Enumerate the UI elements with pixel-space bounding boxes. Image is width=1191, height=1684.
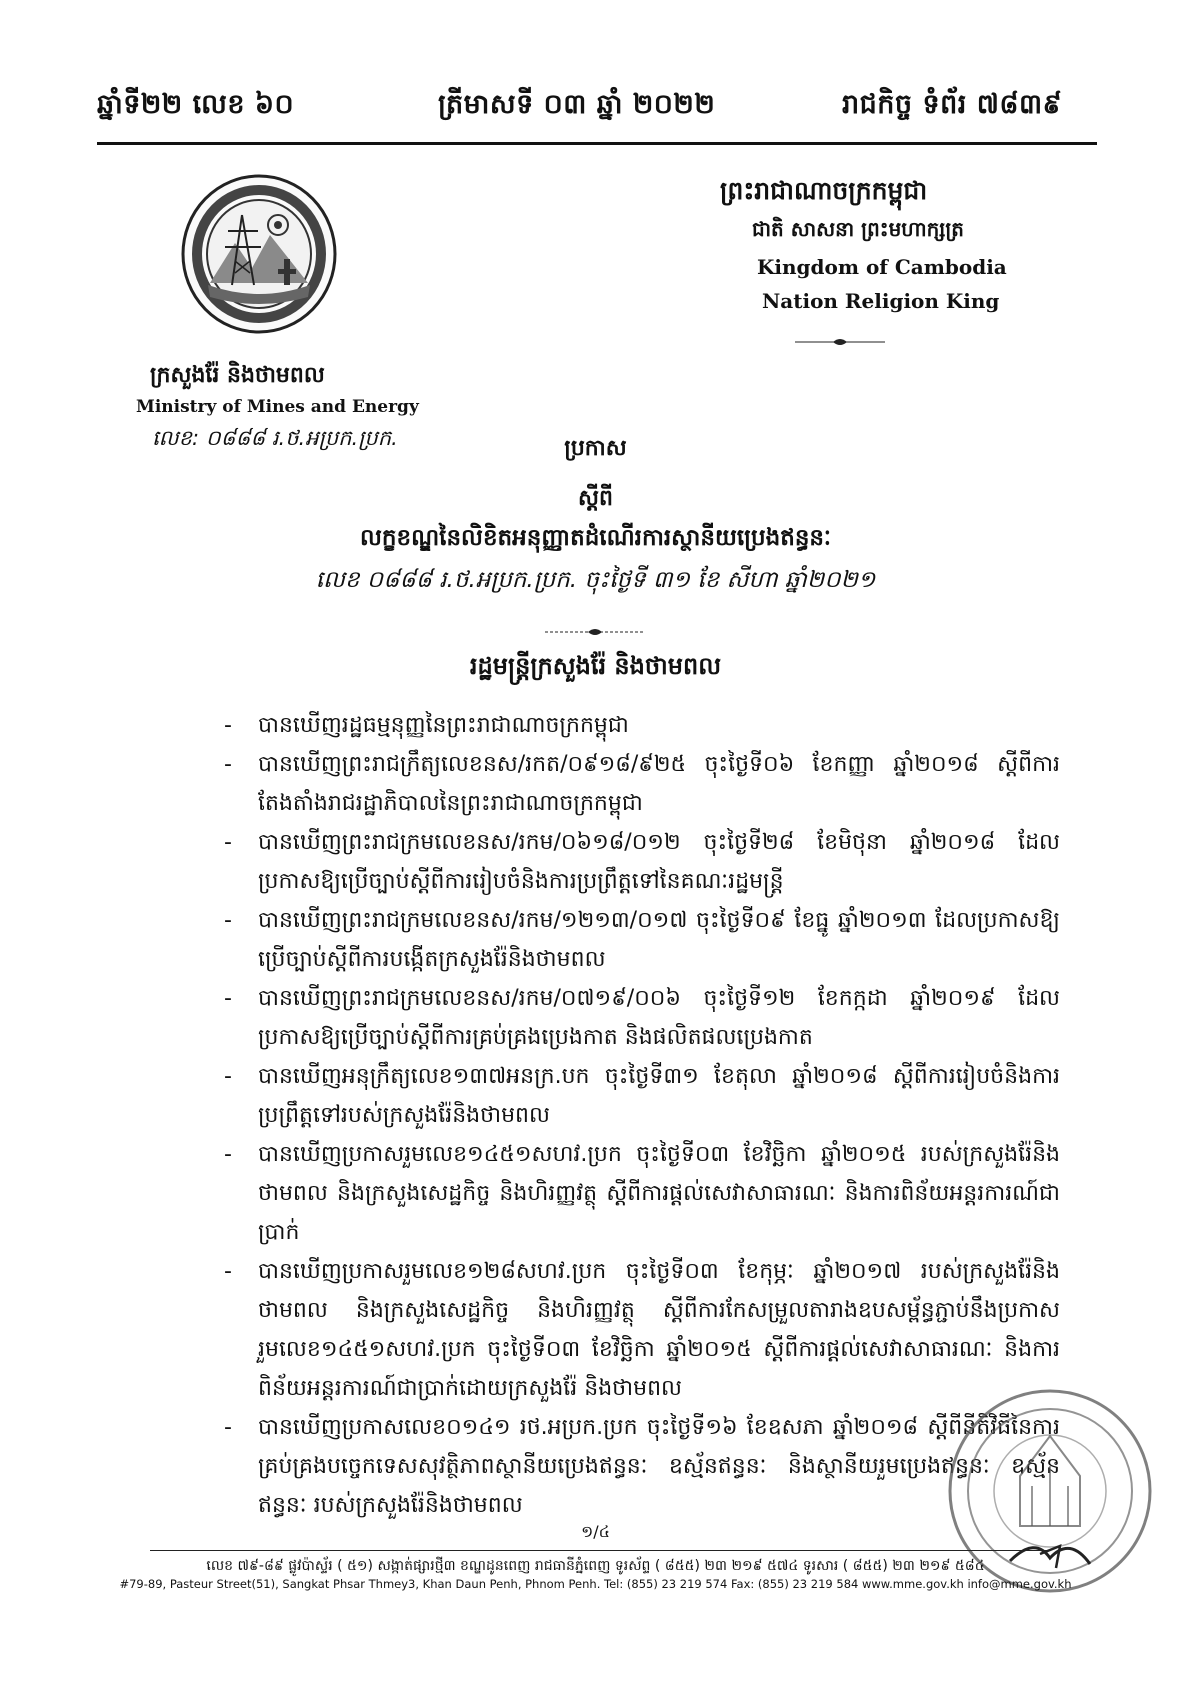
recital-item: - បានឃើញព្រះរាជក្រមលេខនស/រកម/០៦១៨/០១២ ចុះថ្ងៃទី២៨ ខែមិថុនា ឆ្នាំ២០១៨ ដែលប្រកាសឱ្យប្រើច្បាប់ស្តីពីការរៀបចំនិងការប្រព្រឹត្តទៅនៃគណៈរដ្ឋមន្ត្រី	[222, 823, 1060, 901]
recitals-list	[222, 706, 1060, 1525]
document-type: ប្រកាស	[564, 436, 627, 461]
ministry-logo	[180, 173, 338, 339]
ornament-divider-icon	[795, 332, 885, 351]
regarding-label: ស្តីពី	[578, 486, 613, 511]
national-motto-km: ជាតិ សាសនា ព្រះមហាក្សត្រ	[752, 217, 964, 241]
recital-item: - បានឃើញព្រះរាជក្រឹត្យលេខនស/រកត/០៩១៨/៩២៥ ចុះថ្ងៃទី០៦ ខែកញ្ញា ឆ្នាំ២០១៨ ស្តីពីការតែងតាំងរាជរដ្ឋាភិបាលនៃព្រះរាជាណាចក្រកម្ពុជា	[222, 745, 1060, 823]
ministry-emblem-icon	[180, 173, 338, 335]
recital-item: - បានឃើញរដ្ឋធម្មនុញ្ញនៃព្រះរាជាណាចក្រកម្ពុជា	[222, 706, 1060, 745]
gazette-date: ត្រីមាសទី ០៣ ឆ្នាំ ២០២២	[438, 89, 716, 120]
recital-item: - បានឃើញព្រះរាជក្រមលេខនស/រកម/១២១៣/០១៧ ចុះថ្ងៃទី០៩ ខែធ្នូ ឆ្នាំ២០១៣ ដែលប្រកាសឱ្យប្រើច្បាប់ស្តីពីការបង្កើតក្រសួងរ៉ែនិងថាមពល	[222, 901, 1060, 979]
recital-item: - បានឃើញអនុក្រឹត្យលេខ១៣៧អនក្រ.បក ចុះថ្ងៃទី៣១ ខែតុលា ឆ្នាំ២០១៨ ស្តីពីការរៀបចំនិងការប្រព្រឹត្តទៅរបស់ក្រសួងរ៉ែនិងថាមពល	[222, 1057, 1060, 1135]
minister-title: រដ្ឋមន្ត្រីក្រសួងរ៉ែ និងថាមពល	[469, 652, 722, 680]
footer-address-km: លេខ ៧៩-៨៩ ផ្លូវប៉ាស្ទ័រ ( ៥១) សង្កាត់ផ្សារថ្មី៣ ខណ្ឌដូនពេញ រាជធានីភ្នំពេញ ទូរស័ព្ទ ( ៨៥៥) ២៣ ២១៩ ៥៧៤ ទូរសារ ( ៨៥៥) ២៣ ២១៩ ៥៨៤	[206, 1558, 985, 1574]
national-motto-en: Nation Religion King	[762, 289, 1000, 313]
gazette-page: រាជកិច្ច ទំព័រ ៧៨៣៩	[842, 89, 1063, 120]
subject-reference: លេខ ០៨៨៨ រ.ថ.អប្រក.ប្រក. ចុះថ្ងៃទី ៣១ ខែ សីហា ឆ្នាំ២០២១	[315, 567, 876, 593]
ornament-divider-icon	[545, 622, 645, 641]
recital-item: - បានឃើញប្រកាសរួមលេខ១២៨សហវ.ប្រក ចុះថ្ងៃទី០៣ ខែកុម្ភៈ ឆ្នាំ២០១៧ របស់ក្រសួងរ៉ែនិងថាមពល និងក្រសួងសេដ្ឋកិច្ច និងហិរញ្ញវត្ថុ ស្តីពីការកែសម្រួលតារាងឧបសម្ព័ន្ធភ្ជាប់នឹងប្រកាសរួមលេខ១៤៥១សហវ.ប្រក ចុះថ្ងៃទី០៣ ខែវិច្ឆិកា ឆ្នាំ២០១៥ ស្តីពីការផ្តល់សេវាសាធារណៈ និងការពិន័យអន្តរការណ៍ជាប្រាក់ដោយក្រសួងរ៉ែ និងថាមពល	[222, 1252, 1060, 1408]
header-rule	[97, 142, 1097, 145]
recital-item: - បានឃើញប្រកាសរួមលេខ១៤៥១សហវ.ប្រក ចុះថ្ងៃទី០៣ ខែវិច្ឆិកា ឆ្នាំ២០១៥ របស់ក្រសួងរ៉ែនិងថាមពល និងក្រសួងសេដ្ឋកិច្ច និងហិរញ្ញវត្ថុ ស្តីពីការផ្តល់សេវាសាធារណៈ និងការពិន័យអន្តរការណ៍ជាប្រាក់	[222, 1135, 1060, 1252]
ministry-name-en: Ministry of Mines and Energy	[136, 397, 419, 417]
page-number: ១/៤	[581, 1522, 610, 1541]
document-subject: លក្ខខណ្ឌនៃលិខិតអនុញ្ញាតដំណើរការស្ថានីយប្រេងឥន្ធនៈ	[359, 525, 832, 551]
kingdom-title-en: Kingdom of Cambodia	[757, 255, 1007, 279]
recital-item: - បានឃើញប្រកាសលេខ០១៤១ រថ.អប្រក.ប្រក ចុះថ្ងៃទី១៦ ខែឧសភា ឆ្នាំ២០១៨ ស្តីពីនីតិវិធីនៃការគ្រប់គ្រងបច្ចេកទេសសុវត្ថិភាពស្ថានីយប្រេងឥន្ធនៈ ឧស្ម័នឥន្ធនៈ និងស្ថានីយរួមប្រេងឥន្ធនៈ ឧស្ម័នឥន្ធនៈ របស់ក្រសួងរ៉ែនិងថាមពល	[222, 1408, 1060, 1525]
footer-rule	[150, 1550, 1050, 1551]
reference-number: លេខ: ០៨៨៨ រ.ថ.អប្រក.ប្រក.	[152, 426, 398, 450]
footer-address-en: #79-89, Pasteur Street(51), Sangkat Phsar Thmey3, Khan Daun Penh, Phnom Penh. Tel: (855) 23 219 574 Fax: (855) 23 219 584 www.mme.gov.kh info@mme.gov.kh	[119, 1577, 1072, 1591]
kingdom-title-km: ព្រះរាជាណាចក្រកម្ពុជា	[720, 176, 928, 205]
ministry-name-km: ក្រសួងរ៉ែ និងថាមពល	[150, 363, 325, 388]
recital-item: - បានឃើញព្រះរាជក្រមលេខនស/រកម/០៧១៩/០០៦ ចុះថ្ងៃទី១២ ខែកក្កដា ឆ្នាំ២០១៩ ដែលប្រកាសឱ្យប្រើច្បាប់ស្តីពីការគ្រប់គ្រងប្រេងកាត និងផលិតផលប្រេងកាត	[222, 979, 1060, 1057]
gazette-issue: ឆ្នាំទី២២ លេខ ៦០	[97, 89, 295, 120]
